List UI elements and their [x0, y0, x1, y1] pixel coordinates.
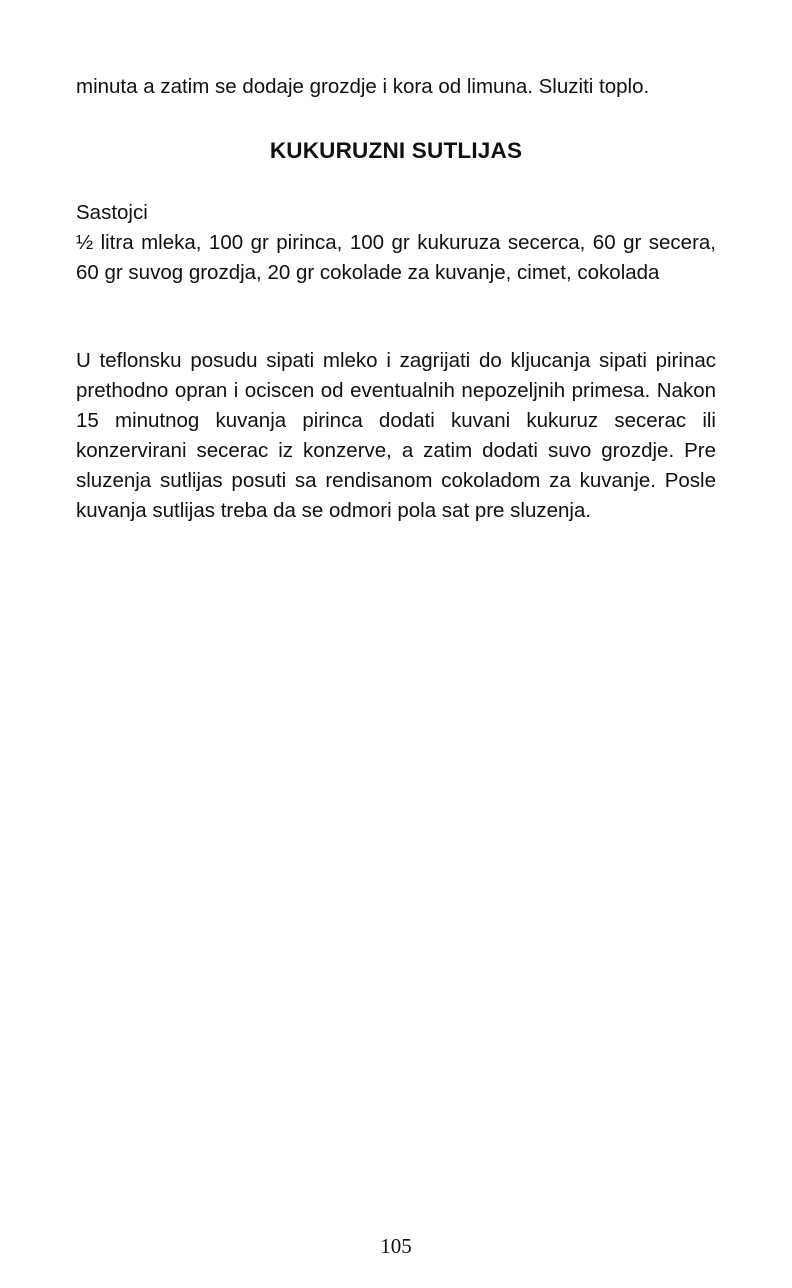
ingredients-list: ½ litra mleka, 100 gr pirinca, 100 gr kukuruza secerca, 60 gr secera, 60 gr suvog grozdja, 20 gr cokolade za kuvanje, cimet, cokolada — [76, 231, 716, 284]
continuation-paragraph: minuta a zatim se dodaje grozdje i kora od limuna. Sluziti toplo. — [76, 75, 650, 98]
method-paragraph: U teflonsku posudu sipati mleko i zagrijati do kljucanja sipati pirinac prethodno opran i ociscen od eventualnih nepozeljnih primesa. Nakon 15 minutnog kuvanja pirinca dodati kuvani kukuruz secerac ili konzervirani secerac iz konzerve, a zatim dodati suvo grozdje. Pre sluzenja sutlijas posuti sa rendisanom cokoladom za kuvanje. Posle kuvanja sutlijas treba da se odmori pola sat pre sluzenja. — [76, 349, 716, 522]
recipe-title: KUKURUZNI SUTLIJAS — [269, 138, 523, 163]
page-number: 105 — [380, 1234, 412, 1258]
book-page — [76, 0, 716, 1288]
ingredients-label: Sastojci — [76, 201, 148, 224]
